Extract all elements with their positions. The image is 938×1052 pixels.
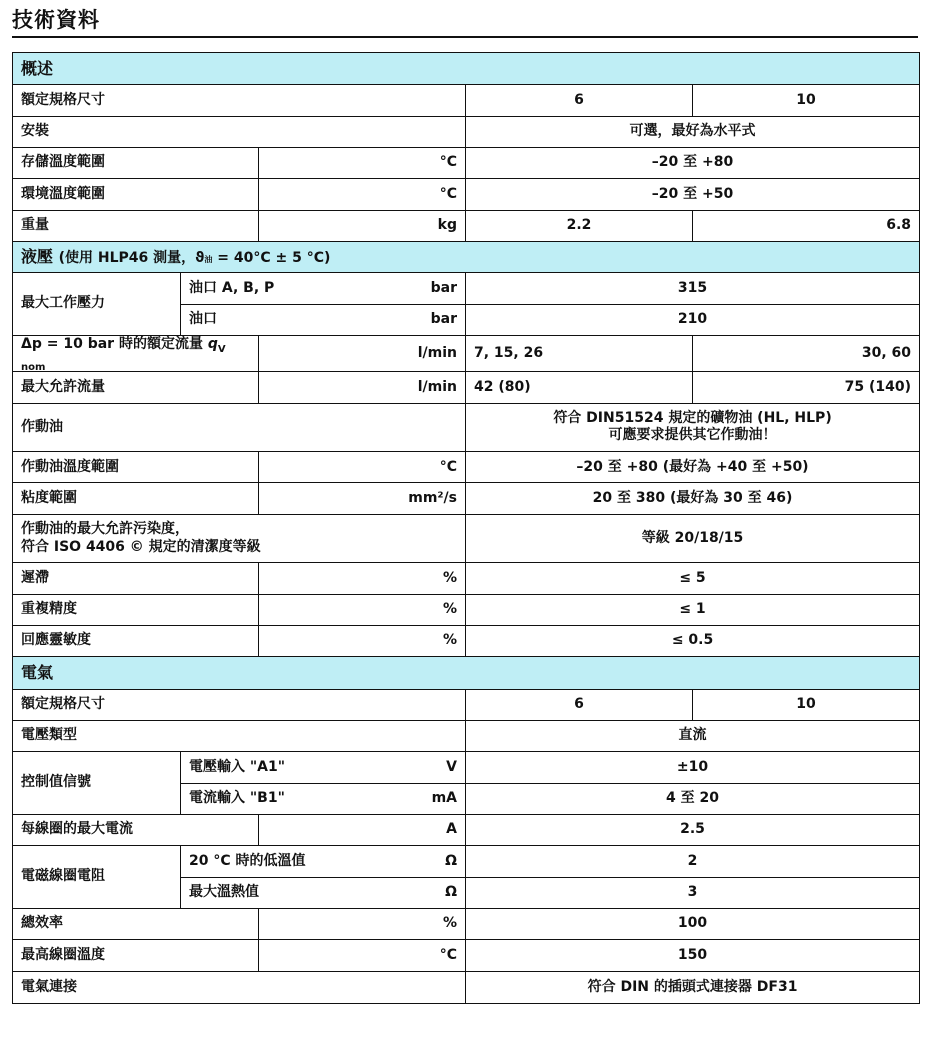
row-label: 最大工作壓力	[13, 273, 181, 336]
row-value: –20 至 +80 (最好為 +40 至 +50)	[466, 452, 920, 483]
table-row	[13, 563, 920, 594]
row-value: 符合 DIN 的插頭式連接器 DF31	[466, 971, 920, 1003]
row-value: 2	[466, 846, 920, 877]
row-label: 電壓類型	[13, 720, 466, 751]
row-unit: A	[259, 814, 466, 845]
row-unit: %	[259, 563, 466, 594]
value-line: 符合 DIN51524 規定的礦物油 (HL, HLP)	[553, 409, 832, 426]
sublabel-text: 最大溫熱值	[189, 884, 259, 900]
row-label: 最高線圈溫度	[13, 940, 259, 971]
table-row	[13, 940, 920, 971]
value-size-10: 10	[693, 85, 920, 116]
row-value: 等級 20/18/15	[466, 514, 920, 563]
section-header-hydraulic	[13, 241, 920, 272]
row-unit: °C	[259, 452, 466, 483]
row-label: 重量	[13, 210, 259, 241]
row-unit: mm²/s	[259, 483, 466, 514]
row-value: 20 至 380 (最好為 30 至 46)	[466, 483, 920, 514]
table-row	[13, 594, 920, 625]
row-value: 直流	[466, 720, 920, 751]
value-size-10: 75 (140)	[693, 372, 920, 403]
table-row	[13, 752, 920, 783]
row-value: 315	[466, 273, 920, 304]
row-label: 總效率	[13, 908, 259, 939]
table-row	[13, 403, 920, 452]
row-label: 作動油溫度範圍	[13, 452, 259, 483]
label-line: 符合 ISO 4406 © 規定的清潔度等級	[21, 538, 261, 555]
row-sublabel	[181, 846, 466, 877]
sublabel-text: 油口 A, B, P	[189, 279, 275, 296]
row-unit: mA	[431, 790, 457, 807]
table-row	[13, 372, 920, 403]
value-line: 可應要求提供其它作動油！	[608, 427, 777, 444]
note-text: = 40°C ± 5 °C)	[212, 249, 331, 266]
sublabel-text: 油口	[189, 311, 217, 328]
table-row	[13, 179, 920, 210]
note-text: (使用 HLP46 測量，ϑ	[58, 249, 205, 266]
table-row	[13, 720, 920, 751]
row-label: 最大允許流量	[13, 372, 259, 403]
row-value: 2.5	[466, 814, 920, 845]
note-subscript: 油	[204, 254, 213, 264]
row-value: –20 至 +50	[466, 179, 920, 210]
row-value	[466, 403, 920, 452]
row-value: 100	[466, 908, 920, 939]
table-row	[13, 210, 920, 241]
table-row	[13, 689, 920, 720]
table-row	[13, 273, 920, 304]
section-header-electrical	[13, 657, 920, 689]
row-label: 額定規格尺寸	[13, 85, 466, 116]
row-label: 粘度範圍	[13, 483, 259, 514]
value-size-6: 6	[466, 85, 693, 116]
technical-data-table	[12, 52, 920, 1004]
row-value: ≤ 0.5	[466, 625, 920, 656]
table-row	[13, 452, 920, 483]
table-row	[13, 147, 920, 178]
row-sublabel	[181, 783, 466, 814]
value-size-6: 42 (80)	[466, 372, 693, 403]
row-value: ±10	[466, 752, 920, 783]
row-value: ≤ 5	[466, 563, 920, 594]
row-unit: °C	[259, 940, 466, 971]
value-size-6: 6	[466, 689, 693, 720]
label-symbol: q	[207, 336, 218, 353]
row-label: 重複精度	[13, 594, 259, 625]
row-label: 作動油	[13, 403, 466, 452]
row-label: 回應靈敏度	[13, 625, 259, 656]
section-title: 液壓	[21, 246, 54, 266]
row-value: 210	[466, 304, 920, 335]
row-unit: %	[259, 594, 466, 625]
value-size-6: 7, 15, 26	[466, 335, 693, 371]
title-divider	[12, 36, 918, 38]
table-row	[13, 625, 920, 656]
value-size-6: 2.2	[466, 210, 693, 241]
row-unit: l/min	[259, 372, 466, 403]
section-title-note	[59, 250, 331, 266]
row-value: ≤ 1	[466, 594, 920, 625]
row-label: 控制值信號	[13, 752, 181, 815]
row-unit: °C	[259, 147, 466, 178]
row-value: –20 至 +80	[466, 147, 920, 178]
table-row	[13, 483, 920, 514]
table-row	[13, 85, 920, 116]
row-label: 電氣連接	[13, 971, 466, 1003]
table-row	[13, 971, 920, 1003]
value-size-10: 30, 60	[693, 335, 920, 371]
section-title: 電氣	[13, 657, 920, 689]
row-sublabel	[181, 752, 466, 783]
row-value: 3	[466, 877, 920, 908]
row-value: 150	[466, 940, 920, 971]
row-label: 遲滯	[13, 563, 259, 594]
row-unit: Ω	[445, 884, 457, 900]
table-row	[13, 335, 920, 371]
sublabel-text: 電流輸入 "B1"	[189, 790, 285, 807]
sublabel-text: 電壓輸入 "A1"	[189, 758, 286, 775]
row-sublabel	[181, 273, 466, 304]
section-header-overview	[13, 53, 920, 85]
row-sublabel	[181, 304, 466, 335]
sublabel-text: 20 °C 時的低溫值	[189, 852, 306, 869]
page-title: 技術資料	[12, 8, 100, 32]
section-title-cell	[13, 241, 920, 272]
row-unit: V	[446, 758, 457, 775]
row-value: 可選，最好為水平式	[466, 116, 920, 147]
label-text: Δp = 10 bar 時的額定流量	[21, 336, 208, 353]
table-row	[13, 908, 920, 939]
row-unit: %	[259, 908, 466, 939]
row-label: 每線圈的最大電流	[13, 814, 259, 845]
table-row	[13, 514, 920, 563]
row-label: 存儲溫度範圍	[13, 147, 259, 178]
section-title: 概述	[13, 53, 920, 85]
row-label	[13, 514, 466, 563]
table-row	[13, 116, 920, 147]
row-label: 電磁線圈電阻	[13, 846, 181, 909]
row-unit: l/min	[259, 335, 466, 371]
row-value: 4 至 20	[466, 783, 920, 814]
row-unit: °C	[259, 179, 466, 210]
value-size-10: 6.8	[693, 210, 920, 241]
row-unit: kg	[259, 210, 466, 241]
table-row	[13, 846, 920, 877]
row-unit: %	[259, 625, 466, 656]
value-size-10: 10	[693, 689, 920, 720]
row-unit: Ω	[445, 852, 457, 869]
row-label: 安裝	[13, 116, 466, 147]
label-line: 作動油的最大允許污染度，	[21, 521, 189, 538]
row-label: 環境溫度範圍	[13, 179, 259, 210]
row-unit: bar	[430, 279, 457, 296]
row-unit: bar	[430, 311, 457, 328]
label-subscript: V nom	[21, 344, 226, 373]
row-label	[13, 335, 259, 371]
table-row	[13, 814, 920, 845]
row-sublabel	[181, 877, 466, 908]
row-label: 額定規格尺寸	[13, 689, 466, 720]
